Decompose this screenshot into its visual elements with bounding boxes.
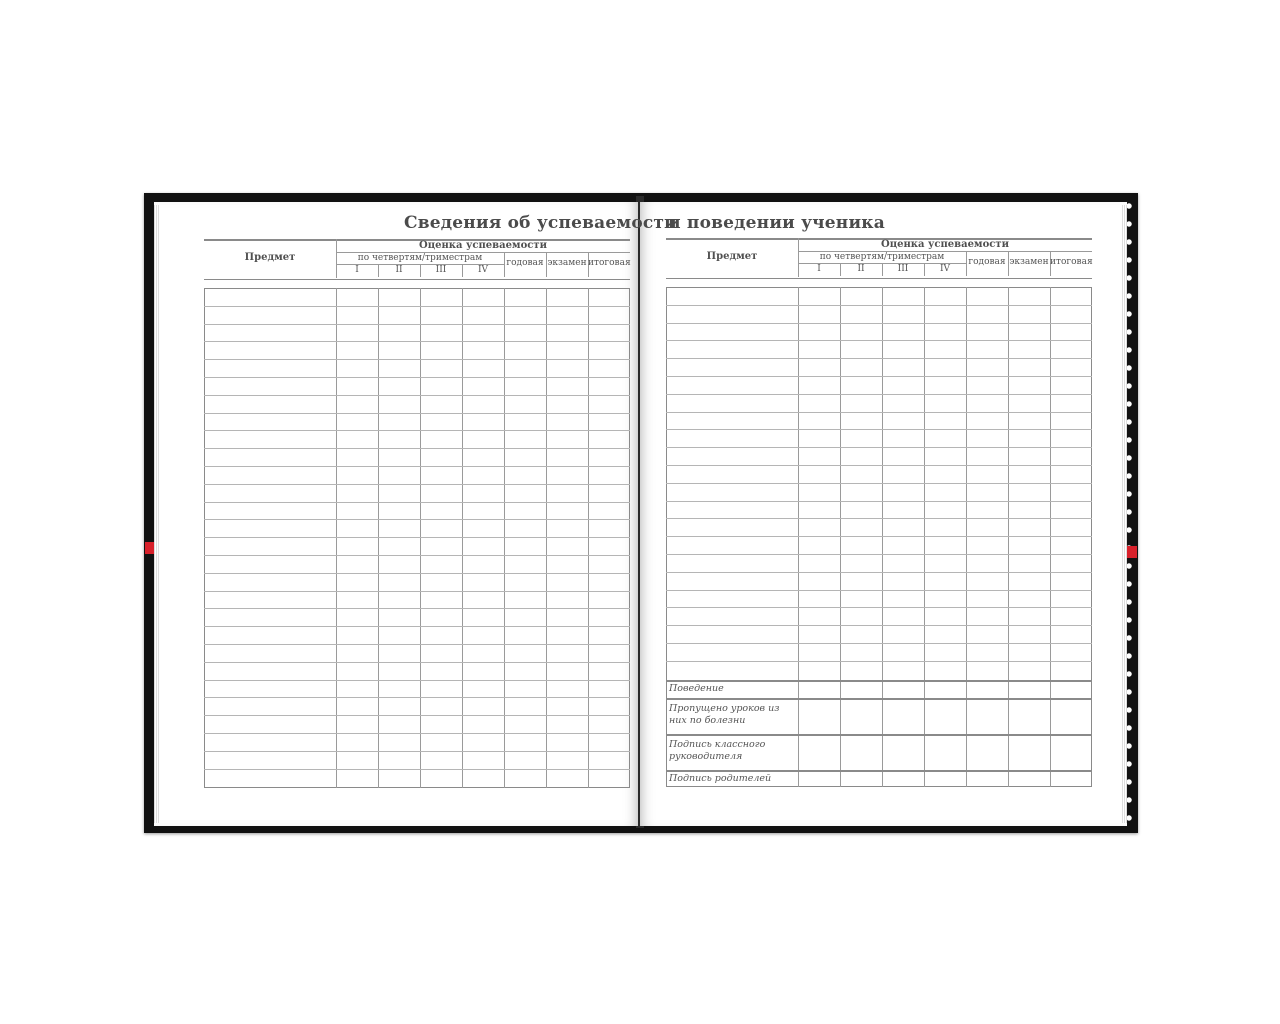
summary-header: годовая xyxy=(968,257,1006,267)
row-line xyxy=(666,447,1092,448)
summary-header: итоговая xyxy=(588,258,631,268)
row-line xyxy=(666,305,1092,306)
row-line xyxy=(204,359,630,360)
row-line xyxy=(666,394,1092,395)
row-line xyxy=(666,607,1092,608)
row-line xyxy=(204,502,630,503)
left-page-title: Сведения об успеваемости xyxy=(404,213,677,233)
row-line xyxy=(666,625,1092,626)
footer-row-line xyxy=(666,698,1092,700)
footer-row-label: Поведение xyxy=(669,683,724,694)
row-line xyxy=(666,590,1092,591)
subject-header: Предмет xyxy=(244,252,296,263)
summary-header: экзамен xyxy=(1009,257,1049,267)
term-header: II xyxy=(395,265,403,275)
row-line xyxy=(666,465,1092,466)
footer-row-line xyxy=(666,680,1092,682)
row-line xyxy=(204,555,630,556)
row-line xyxy=(204,413,630,414)
term-header: III xyxy=(435,265,447,275)
row-line xyxy=(204,751,630,752)
term-header: I xyxy=(817,264,821,274)
row-line xyxy=(204,662,630,663)
row-line xyxy=(666,358,1092,359)
subject-header: Предмет xyxy=(706,251,758,262)
row-line xyxy=(204,306,630,307)
row-line xyxy=(204,733,630,734)
term-header: I xyxy=(355,265,359,275)
row-line xyxy=(666,376,1092,377)
row-line xyxy=(666,572,1092,573)
row-line xyxy=(666,554,1092,555)
row-line xyxy=(666,483,1092,484)
term-header: IV xyxy=(939,264,951,274)
row-line xyxy=(204,341,630,342)
row-line xyxy=(666,518,1092,519)
terms-header: по четвертям/триместрам xyxy=(357,253,483,263)
row-line xyxy=(666,412,1092,413)
row-line xyxy=(666,501,1092,502)
row-line xyxy=(204,573,630,574)
row-line xyxy=(666,340,1092,341)
row-line xyxy=(666,536,1092,537)
row-line xyxy=(204,697,630,698)
row-line xyxy=(204,644,630,645)
row-line xyxy=(204,608,630,609)
row-line xyxy=(666,643,1092,644)
row-line xyxy=(204,537,630,538)
term-header: IV xyxy=(477,265,489,275)
footer-row-line xyxy=(666,734,1092,736)
term-header: III xyxy=(897,264,909,274)
row-line xyxy=(204,680,630,681)
footer-row-label: Пропущено уроков из них по болезни xyxy=(669,703,780,726)
row-line xyxy=(204,769,630,770)
term-header: II xyxy=(857,264,865,274)
right-page-edge xyxy=(1122,205,1127,823)
summary-header: экзамен xyxy=(547,258,587,268)
summary-header: итоговая xyxy=(1050,257,1093,267)
left-page-edge xyxy=(154,205,159,823)
terms-header: по четвертям/триместрам xyxy=(819,252,945,262)
row-line xyxy=(204,324,630,325)
grades-header: Оценка успеваемости xyxy=(419,240,547,251)
row-line xyxy=(204,626,630,627)
row-line xyxy=(666,661,1092,662)
row-line xyxy=(204,377,630,378)
row-line xyxy=(204,395,630,396)
grades-header: Оценка успеваемости xyxy=(881,239,1009,250)
footer-row-label: Подпись родителей xyxy=(669,773,772,784)
row-line xyxy=(666,429,1092,430)
row-line xyxy=(204,484,630,485)
row-line xyxy=(204,448,630,449)
row-line xyxy=(204,430,630,431)
row-line xyxy=(204,715,630,716)
row-line xyxy=(204,591,630,592)
footer-row-label: Подпись классного руководителя xyxy=(669,739,766,762)
right-page-title: и поведении ученика xyxy=(668,213,885,233)
summary-header: годовая xyxy=(506,258,544,268)
row-line xyxy=(666,323,1092,324)
row-line xyxy=(204,466,630,467)
row-line xyxy=(204,519,630,520)
footer-row-line xyxy=(666,770,1092,772)
